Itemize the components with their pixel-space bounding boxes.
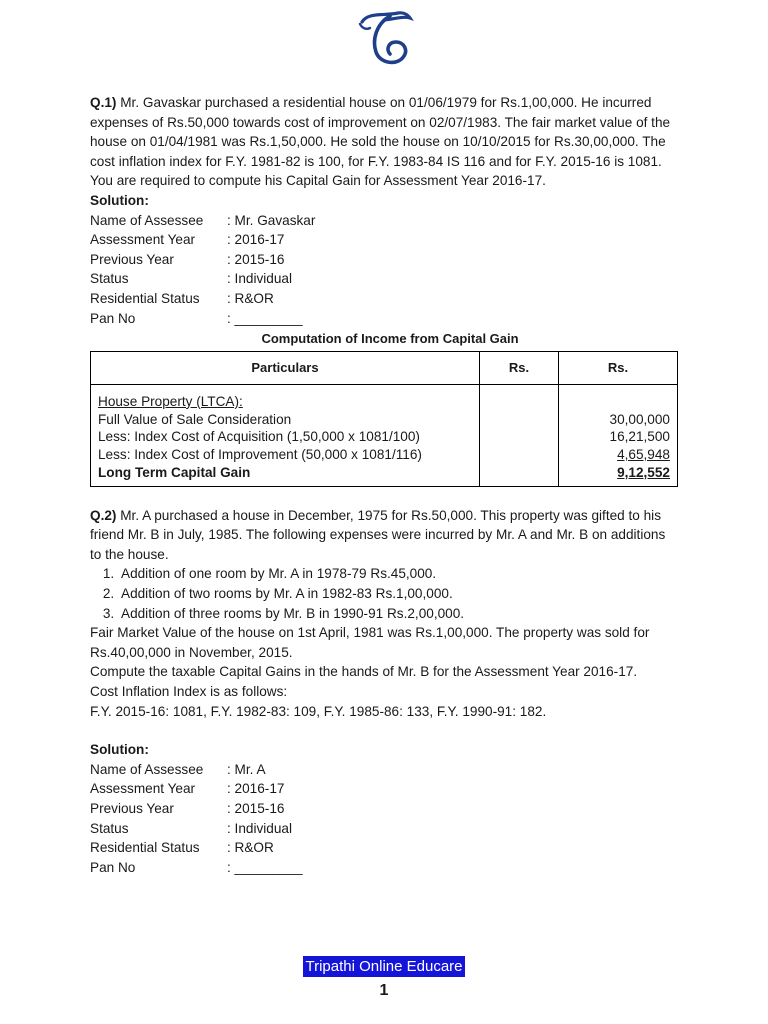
info-row [90, 289, 680, 309]
info-row [90, 230, 680, 250]
info-key: Assessment Year [90, 781, 196, 797]
info-value: : Mr. A [227, 761, 266, 777]
q2-assessee-info [90, 760, 680, 878]
info-value: : Mr. Gavaskar [227, 212, 316, 228]
q2-label: Q.2) [90, 507, 117, 523]
computation-title: Computation of Income from Capital Gain [261, 331, 519, 347]
additions-list [90, 564, 680, 623]
table-body-row [91, 384, 678, 486]
info-key: Previous Year [90, 251, 174, 267]
capital-gain-table [90, 351, 678, 487]
info-row [90, 309, 680, 329]
list-item: 1. Addition of one room by Mr. A in 1978-79 Rs.45,000. [118, 564, 680, 584]
document-body [90, 93, 680, 877]
info-row [90, 779, 680, 799]
section-spacer [90, 721, 680, 740]
info-key: Name of Assessee [90, 212, 204, 228]
particulars-cell [91, 384, 480, 486]
q1-task: You are required to compute his Capital Gain for Assessment Year 2016-17. [90, 173, 546, 189]
header-rs-1: Rs. [480, 351, 559, 384]
amount-cell [559, 384, 678, 486]
footer-label: Tripathi Online Educare [305, 958, 463, 975]
q2-text: Mr. A purchased a house in December, 1975 for Rs.50,000. This property was gifted to his friend Mr. B in July, 1985. The following expenses were incurred by Mr. A and Mr. B on additions to the house. [90, 507, 666, 562]
q1-paragraph [90, 93, 680, 171]
info-key: Residential Status [90, 840, 200, 856]
total-label: Long Term Capital Gain [98, 464, 251, 480]
q1-assessee-info [90, 211, 680, 329]
footer [0, 956, 768, 977]
q2-cii: F.Y. 2015-16: 1081, F.Y. 1982-83: 109, F.Y. 1985-86: 133, F.Y. 1990-91: 182. [90, 703, 547, 719]
table-row-amount: 16,21,500 [609, 429, 670, 445]
header-rs-2: Rs. [559, 351, 678, 384]
table-row-label: Full Value of Sale Consideration [98, 411, 292, 427]
info-value: : 2016-17 [227, 232, 285, 248]
page-number: 1 [379, 982, 389, 999]
info-value: : 2015-16 [227, 801, 285, 817]
list-item: 2. Addition of two rooms by Mr. A in 1982-83 Rs.1,00,000. [118, 584, 680, 604]
info-key: Pan No [90, 310, 136, 326]
info-value: : Individual [227, 820, 292, 836]
rs-column-empty [480, 384, 559, 486]
info-row [90, 269, 680, 289]
total-amount: 9,12,552 [617, 464, 670, 480]
info-row [90, 838, 680, 858]
info-row [90, 819, 680, 839]
table-row-amount [566, 446, 670, 464]
info-key: Name of Assessee [90, 761, 204, 777]
info-key: Residential Status [90, 290, 200, 306]
info-key: Status [90, 820, 129, 836]
q2-solution-label: Solution: [90, 742, 149, 758]
table-row-amount: 30,00,000 [609, 411, 670, 427]
list-item: 3. Addition of three rooms by Mr. B in 1990-91 Rs.2,00,000. [118, 604, 680, 624]
total-amount-row [566, 464, 670, 482]
q2-cii-heading: Cost Inflation Index is as follows: [90, 684, 288, 700]
info-value: : 2016-17 [227, 781, 285, 797]
info-row [90, 211, 680, 231]
q1-label: Q.1) [90, 95, 117, 110]
header-particulars: Particulars [91, 351, 480, 384]
info-row [90, 858, 680, 878]
q1-text: Mr. Gavaskar purchased a residential house on 01/06/1979 for Rs.1,00,000. He incurred expenses of Rs.50,000 towards cost of improvement on 02/07/1983. The fair market value of the house on 01/04/1981 was Rs.1,50,000. He sold the house on 10/10/2015 for Rs.30,00,000. The cost inflation index for F.Y. 1981-82 is 100, for F.Y. 1983-84 IS 116 and for F.Y. 2015-16 is 1081. [90, 95, 671, 169]
info-value: : R&OR [227, 840, 274, 856]
monogram-logo [354, 8, 414, 70]
table-header-row [91, 351, 678, 384]
table-row-label: Less: Index Cost of Improvement (50,000 x 1081/116) [98, 447, 422, 463]
info-value: : 2015-16 [227, 251, 285, 267]
amount-spacer [566, 393, 670, 411]
info-value: : _________ [227, 859, 303, 875]
info-key: Assessment Year [90, 232, 196, 248]
amount-underlined: 4,65,948 [617, 447, 670, 463]
info-key: Status [90, 271, 129, 287]
section-spacer [90, 487, 680, 506]
info-row [90, 250, 680, 270]
info-value: : R&OR [227, 290, 274, 306]
q2-task: Compute the taxable Capital Gains in the hands of Mr. B for the Assessment Year 2016-17. [90, 664, 638, 680]
info-row [90, 799, 680, 819]
info-key: Previous Year [90, 801, 174, 817]
table-row-label: Less: Index Cost of Acquisition (1,50,000 x 1081/100) [98, 429, 420, 445]
info-value: : Individual [227, 271, 292, 287]
q2-paragraph [90, 506, 680, 565]
info-key: Pan No [90, 859, 136, 875]
table-heading: House Property (LTCA): [98, 393, 243, 409]
q1-solution-label: Solution: [90, 192, 149, 208]
info-value: : _________ [227, 310, 303, 326]
info-row [90, 760, 680, 780]
q2-fmv: Fair Market Value of the house on 1st April, 1981 was Rs.1,00,000. The property was sold for Rs.40,00,000 in November, 2015. [90, 625, 650, 660]
